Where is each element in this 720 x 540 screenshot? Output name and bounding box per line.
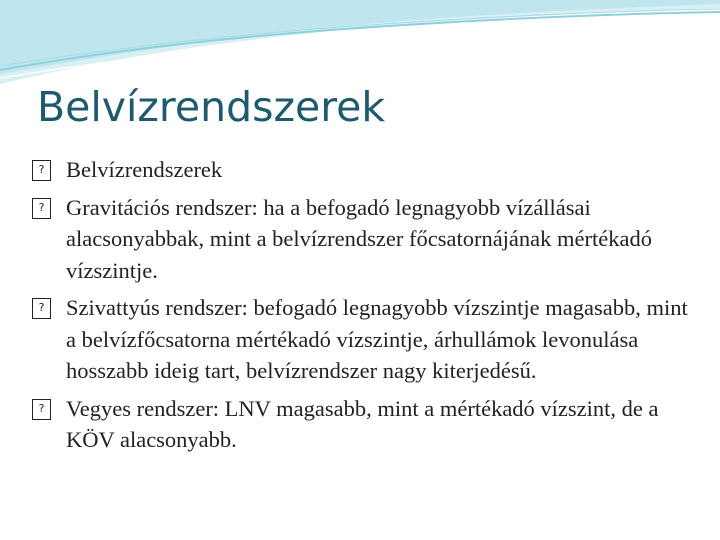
missing-glyph-box-icon: ?: [32, 298, 51, 319]
missing-glyph-box-icon: ?: [32, 198, 51, 219]
decorative-wave-band: [0, 0, 720, 90]
bullet-text: Vegyes rendszer: LNV magasabb, mint a mértékadó vízszint, de a KÖV alacsonyabb.: [66, 395, 659, 452]
bullet-item: [32, 154, 692, 186]
slide-title: Belvízrendszerek: [37, 83, 386, 131]
bullet-text: Belvízrendszerek: [66, 157, 223, 182]
missing-glyph-box-icon: ?: [32, 399, 51, 420]
bullet-text: Szivattyús rendszer: befogadó legnagyobb vízszintje magasabb, mint a belvízfőcsatorna mértékadó vízszintje, árhullámok levonulása hosszabb ideig tart, belvízrendszer nagy kiterjedésű.: [66, 295, 688, 383]
missing-glyph-box-icon: ?: [32, 160, 51, 181]
bullet-item: [32, 393, 692, 456]
bullet-item: [32, 292, 692, 387]
bullet-item: [32, 192, 692, 287]
bullet-text: Gravitációs rendszer: ha a befogadó legnagyobb vízállásai alacsonyabbak, mint a belvízrendszer főcsatornájának mértékadó vízszintje.: [66, 194, 652, 283]
bullet-list: [32, 154, 692, 462]
